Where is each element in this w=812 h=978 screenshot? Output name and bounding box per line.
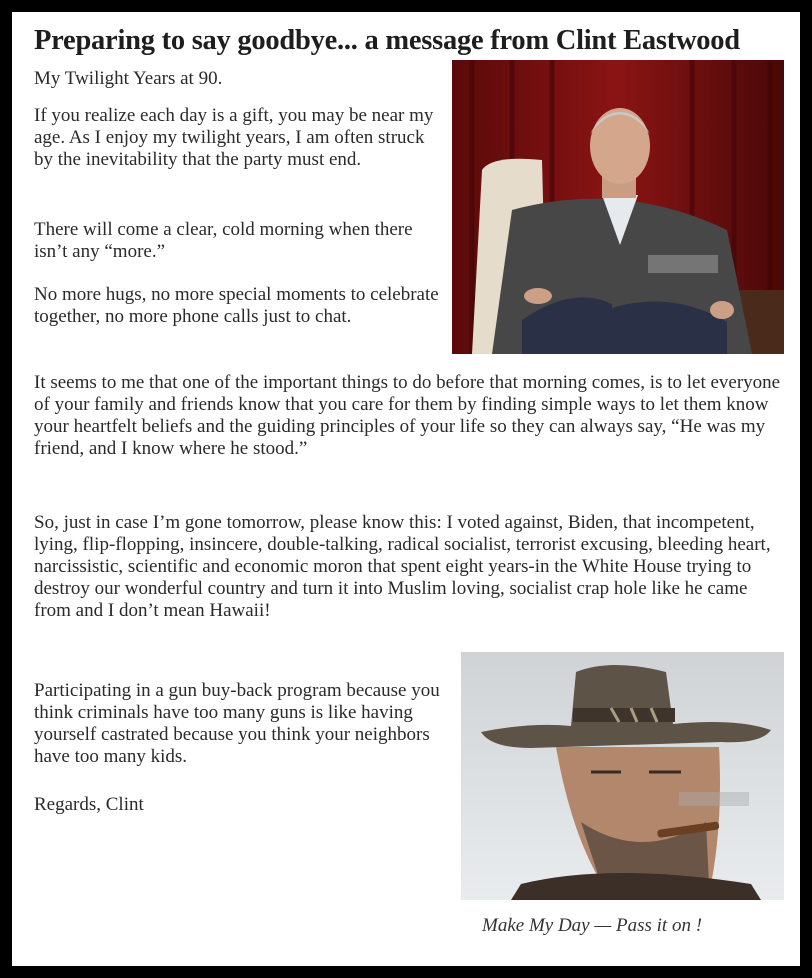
paragraph-voted: So, just in case I’m gone tomorrow, please know this: I voted against, Biden, that incompetent, lying, flip-flopping, insincere, double-talking, radical socialist, terrorist excusing, bleeding heart, narcissistic, scientific and economic moron that spent eight years-in the White House trying to destroy our wonderful country and turn it into Muslim loving, socialist crap hole like he came from and I don’t mean Hawaii! [34,512,771,621]
seated-man-photo [452,60,784,354]
cowboy-hat-photo [461,652,784,900]
meme-card [12,12,800,966]
paragraph-gun-buyback: Participating in a gun buy-back program because you think criminals have too many guns is like having yourself castrated because you think your neighbors have too many kids. [34,680,440,767]
subtitle: My Twilight Years at 90. [34,68,223,89]
signoff: Regards, Clint [34,794,144,815]
article-title: Preparing to say goodbye... a message from Clint Eastwood [34,25,740,56]
paragraph-gift: If you realize each day is a gift, you may be near my age. As I enjoy my twilight years, I am often struck by the inevitability that the party must end. [34,105,434,170]
paragraph-no-more: No more hugs, no more special moments to celebrate together, no more phone calls just to chat. [34,284,439,327]
paragraph-important: It seems to me that one of the important things to do before that morning comes, is to let everyone of your family and friends know that you care for them by finding simple ways to let them know your heartfelt beliefs and the guiding principles of your life so they can always say, “He was my friend, and I know where he stood.” [34,372,781,459]
closing-tagline: Make My Day — Pass it on ! [482,915,703,936]
paragraph-morning: There will come a clear, cold morning when there isn’t any “more.” [34,219,413,262]
